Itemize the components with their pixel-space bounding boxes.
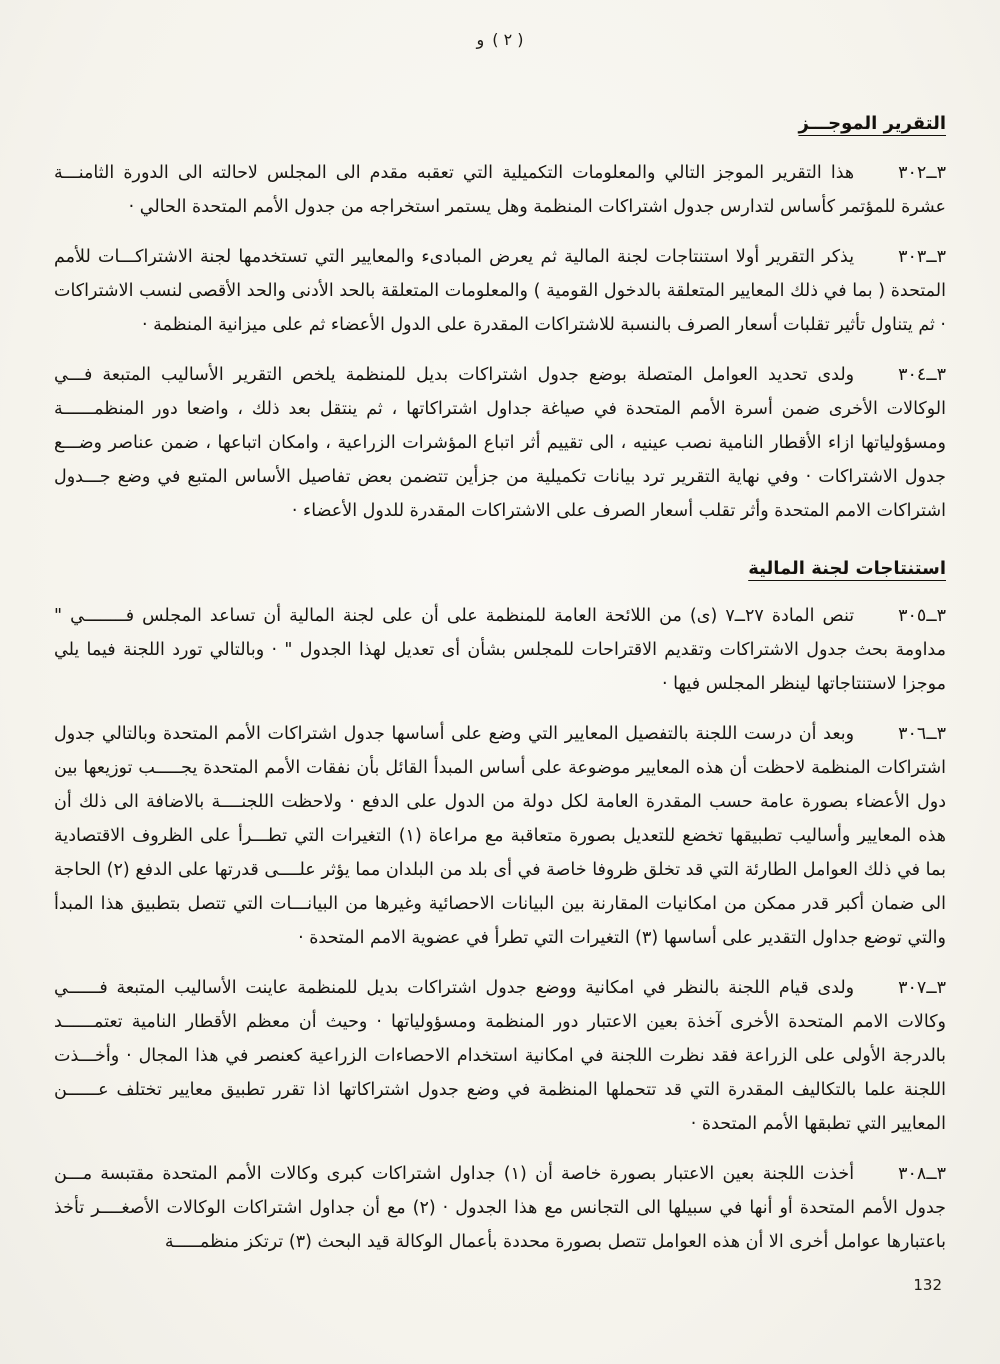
paragraph-3-306 [54,717,946,955]
paragraph-3-304 [54,358,946,528]
paragraph-number-3-306: ٣ــ٣٠٦ [898,724,946,744]
paragraph-number-3-303: ٣ــ٣٠٣ [898,247,946,267]
header-letter-waw: و [476,30,485,49]
paragraph-3-307 [54,971,946,1141]
paragraph-3-303 [54,240,946,342]
paragraph-text-3-304: ولدى تحديد العوامل المتصلة بوضع جدول اشتراكات بديل للمنظمة يلخص التقرير الأساليب المتبعة فـــي الوكالات الأخرى ضمن أسرة الأمم المتحدة في صياغة جداول اشتراكاتها ، ثم ينتقل بعد ذلك ، واضعا دور المنظمــــــة ومسؤولياتها ازاء الأقطار النامية نصب عينيه ، الى تقييم أثر اتباع المؤشرات الزراعية ، وامكان اتباعها ، ضمن عناصر وضـــع جدول الاشتراكات · وفي نهاية التقرير ترد بيانات تكميلية من جزأين تتضمن بعض تفاصيل الأساس المتبع في وضع جـــدول اشتراكات الامم المتحدة وأثر تقلب أسعار الصرف على الاشتراكات المقدرة للدول الأعضاء · [54,365,946,521]
header-page-marker: ( ٢ ) [492,30,524,49]
paragraph-number-3-307: ٣ــ٣٠٧ [898,978,946,998]
paragraph-number-3-304: ٣ــ٣٠٤ [898,365,946,385]
section-heading-finance-committee-conclusions-text: استنتاجات لجنة المالية [748,558,946,579]
paragraph-text-3-305: تنص المادة ٢٧ــ٧ (ى) من اللائحة العامة للمنظمة على أن على لجنة المالية أن تساعد المجلس فــــــــي " مداومة بحث جدول الاشتراكات وتقديم الاقتراحات للمجلس بشأن أى تعديل لهذا الجدول " · وبالتالي تورد اللجنة فيما يلي موجزا لاستنتاجاتها لينظر المجلس فيها · [54,606,946,694]
paragraph-3-305 [54,599,946,701]
page-number: 132 [913,1276,942,1294]
paragraph-text-3-306: وبعد أن درست اللجنة بالتفصيل المعايير التي وضع على أساسها جدول اشتراكات الأمم المتحدة وبالتالي جدول اشتراكات المنظمة لاحظت أن هذه المعايير موضوعة على أساس المبدأ القائل بأن نفقات الأمم المتحدة يجـــــب توزيعها بين دول الأعضاء بصورة عامة حسب المقدرة العامة لكل دولة من الدول على الدفع · ولاحظت اللجنــــة بالاضافة الى ذلك أن هذه المعايير وأساليب تطبيقها تخضع للتعديل بصورة متعاقبة مع مراعاة (١) التغيرات التي تطـــرأ على الظروف الاقتصادية بما في ذلك العوامل الطارئة التي قد تخلق ظروفا خاصة في أى بلد من البلدان مما يؤثر علــــى قدرتها على الدفع (٢) الحاجة الى ضمان أكبر قدر ممكن من امكانيات المقارنة بين البيانات الاحصائية وغيرها من البيانـــات التي تتصل بتطبيق هذا المبدأ والتي توضع جداول التقدير على أساسها (٣) التغيرات التي تطرأ في عضوية الامم المتحدة · [54,724,946,948]
section-heading-finance-committee-conclusions [54,558,946,579]
paragraph-number-3-302: ٣ــ٣٠٢ [898,163,946,183]
paragraph-text-3-302: هذا التقرير الموجز التالي والمعلومات التكميلية التي تعقبه مقدم الى المجلس لاحالته الى الدورة الثامنـــة عشرة للمؤتمر كأساس لتدارس جدول اشتراكات المنظمة وهل يستمر استخراجه من جدول الأمم المتحدة الحالي · [54,163,946,217]
section-heading-summary-report [54,113,946,134]
section-heading-summary-report-text: التقرير الموجـــز [798,113,946,134]
paragraph-number-3-308: ٣ــ٣٠٨ [898,1164,946,1184]
paragraph-3-308 [54,1157,946,1259]
paragraph-text-3-307: ولدى قيام اللجنة بالنظر في امكانية ووضع جدول اشتراكات بديل للمنظمة عاينت الأساليب المتبعة فــــــي وكالات الامم المتحدة الأخرى آخذة بعين الاعتبار دور المنظمة ومسؤولياتها · وحيث أن معظم الأقطار النامية تعتمــــــد بالدرجة الأولى على الزراعة فقد نظرت اللجنة في امكانية استخدام الاحصاءات الزراعية كعنصر في هذا المجال · وأخـــذت اللجنة علما بالتكاليف المقدرة التي قد تتحملها المنظمة في وضع جدول اشتراكاتها اذا تقرر تطبيق معايير تختلف عــــــن المعايير التي تطبقها الأمم المتحدة · [54,978,946,1134]
document-body [54,113,946,1259]
paragraph-number-3-305: ٣ــ٣٠٥ [898,606,946,626]
paragraph-text-3-308: أخذت اللجنة بعين الاعتبار بصورة خاصة أن (١) جداول اشتراكات كبرى وكالات الأمم المتحدة مقتبسة مـــن جدول الأمم المتحدة أو أنها في سبيلها الى التجانس مع هذا الجدول · (٢) مع أن جداول اشتراكات الوكالات الأصغــــر تأخذ باعتبارها عوامل أخرى الا أن هذه العوامل تتصل بصورة محددة بأعمال الوكالة قيد البحث (٣) ترتكز منظمـــــة [54,1164,946,1252]
page-header [0,0,1000,49]
paragraph-3-302 [54,156,946,224]
paragraph-text-3-303: يذكر التقرير أولا استنتاجات لجنة المالية ثم يعرض المبادىء والمعايير التي تستخدمها لجنة الاشتراكـــات للأمم المتحدة ( بما في ذلك المعايير المتعلقة بالدخول القومية ) والمعلومات المتعلقة بالحد الأدنى والحد الأقصى لنسب الاشتراكات · ثم يتناول تأثير تقلبات أسعار الصرف بالنسبة للاشتراكات المقدرة على الدول الأعضاء ثم على ميزانية المنظمة · [54,247,946,335]
